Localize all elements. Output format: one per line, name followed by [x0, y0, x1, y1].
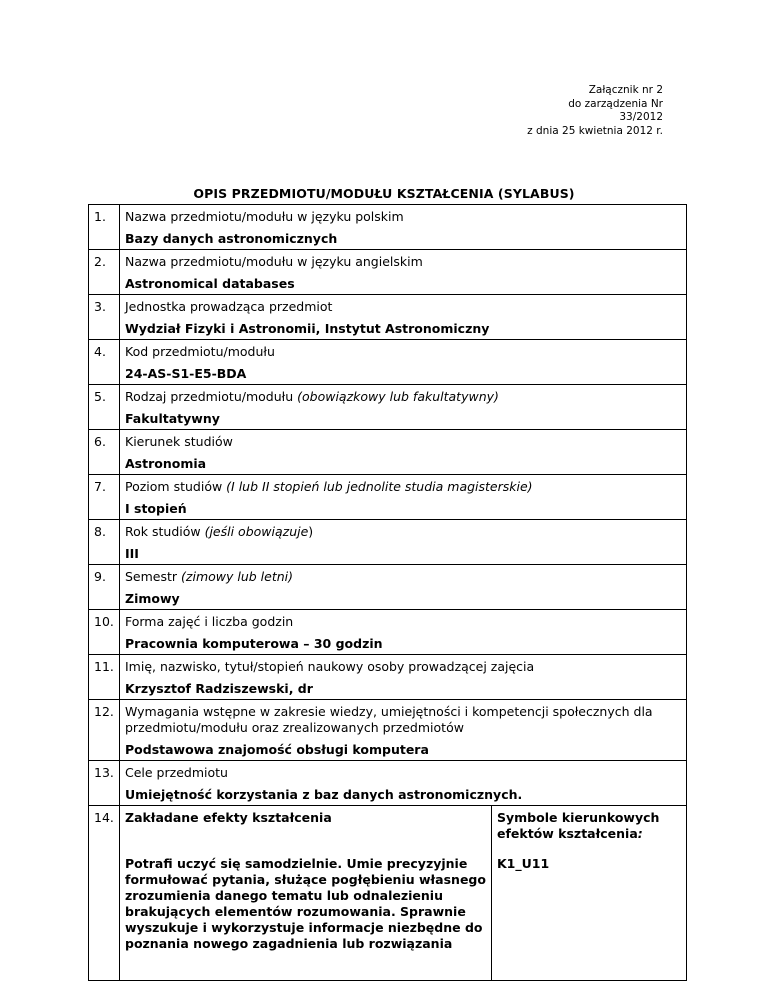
row-label: [125, 295, 681, 315]
row-label-text: Forma zajęć i liczba godzin: [125, 614, 294, 629]
effects-header-cell: [120, 806, 492, 843]
table-row: [89, 700, 687, 761]
row-number: 5.: [89, 385, 120, 430]
table-row: [89, 610, 687, 655]
row-label-text: Nazwa przedmiotu/modułu w języku angielskim: [125, 254, 423, 269]
row-label-note: (zimowy lub letni): [181, 569, 294, 584]
row-value: Fakultatywny: [125, 411, 220, 426]
row-label: [125, 430, 681, 450]
row-value: Bazy danych astronomicznych: [125, 231, 338, 246]
row-number: 8.: [89, 520, 120, 565]
row-label-text: Kod przedmiotu/modułu: [125, 344, 275, 359]
row-number: 1.: [89, 205, 120, 250]
row-label-text: Poziom studiów: [125, 479, 227, 494]
table-row: [89, 520, 687, 565]
row-label-text: Imię, nazwisko, tytuł/stopień naukowy osoby prowadzącej zajęcia: [125, 659, 535, 674]
row-number: 6.: [89, 430, 120, 475]
row-value: Podstawowa znajomość obsługi komputera: [125, 742, 429, 757]
row-number: 4.: [89, 340, 120, 385]
table-row: [89, 430, 687, 475]
row-label: [125, 475, 681, 495]
row-content: [120, 565, 687, 610]
row-value: Astronomia: [125, 456, 207, 471]
annex-note: [527, 84, 663, 138]
table-row: [89, 761, 687, 806]
row-content: [120, 700, 687, 761]
symbols-header: [497, 806, 681, 842]
annex-line: do zarządzenia Nr: [568, 97, 663, 110]
row-value: Pracownia komputerowa – 30 godzin: [125, 636, 383, 651]
row-content: [120, 250, 687, 295]
row-number: 14.: [89, 806, 120, 981]
row-content: [120, 205, 687, 250]
row-label: [125, 655, 681, 675]
row-value: Wydział Fizyki i Astronomii, Instytut Astronomiczny: [125, 321, 490, 336]
table-row: [89, 205, 687, 250]
row-label-note: (obowiązkowy lub fakultatywny): [297, 389, 499, 404]
syllabus-table: [88, 204, 687, 981]
row-label-text: Nazwa przedmiotu/modułu w języku polskim: [125, 209, 404, 224]
row-label-text: Wymagania wstępne w zakresie wiedzy, umiejętności i kompetencji społecznych dla przedmiotu/modułu oraz zrealizowanych przedmiotów: [125, 704, 653, 735]
effect-code-cell: [492, 842, 687, 981]
annex-line: z dnia 25 kwietnia 2012 r.: [527, 124, 663, 137]
row-label-text: Rok studiów: [125, 524, 205, 539]
table-row-effect-item: [89, 842, 687, 981]
row-content: [120, 475, 687, 520]
row-content: [120, 295, 687, 340]
row-value: 24-AS-S1-E5-BDA: [125, 366, 247, 381]
row-label: [125, 520, 681, 540]
row-number: 3.: [89, 295, 120, 340]
row-label-note: (jeśli obowiązuje: [204, 524, 309, 539]
row-label: [125, 385, 681, 405]
row-label-text: Kierunek studiów: [125, 434, 233, 449]
row-number: 12.: [89, 700, 120, 761]
syllabus-rows: [89, 205, 687, 806]
table-row: [89, 475, 687, 520]
row-label: [125, 250, 681, 270]
table-row: [89, 565, 687, 610]
table-row: [89, 250, 687, 295]
row-number: 2.: [89, 250, 120, 295]
row-label-tail: ): [308, 524, 314, 539]
row-content: [120, 655, 687, 700]
row-value: Astronomical databases: [125, 276, 295, 291]
row-label-text: Rodzaj przedmiotu/modułu: [125, 389, 298, 404]
symbols-header-cell: [492, 806, 687, 843]
annex-line: 33/2012: [619, 111, 663, 123]
table-row: [89, 340, 687, 385]
row-number: 7.: [89, 475, 120, 520]
row-content: [120, 340, 687, 385]
row-label: [125, 761, 681, 781]
row-label-text: Jednostka prowadząca przedmiot: [125, 299, 333, 314]
row-number: 9.: [89, 565, 120, 610]
table-row: [89, 295, 687, 340]
row-label: [125, 205, 681, 225]
table-row-effects: [89, 806, 687, 843]
row-content: [120, 610, 687, 655]
row-number: 10.: [89, 610, 120, 655]
row-label-text: Semestr: [125, 569, 182, 584]
row-content: [120, 385, 687, 430]
row-value: III: [125, 546, 139, 561]
table-row: [89, 385, 687, 430]
row-label-text: Cele przedmiotu: [125, 765, 228, 780]
row-label: [125, 340, 681, 360]
row-value: Umiejętność korzystania z baz danych astronomicznych.: [125, 787, 523, 802]
annex-line: Załącznik nr 2: [588, 84, 663, 96]
row-content: [120, 520, 687, 565]
effects-header: Zakładane efekty kształcenia: [125, 810, 332, 825]
row-label-note: (I lub II stopień lub jednolite studia magisterskie): [226, 479, 533, 494]
row-label: [125, 700, 681, 736]
effect-code: K1_U11: [497, 856, 550, 871]
row-content: [120, 761, 687, 806]
row-value: I stopień: [125, 501, 187, 516]
effect-text: Potrafi uczyć się samodzielnie. Umie precyzyjnie formułować pytania, służące pogłębieniu własnego zrozumienia danego tematu lub odnalezieniu brakujących elementów rozumowania. Sprawnie wyszukuje i wykorzystuje informacje niezbędne do poznania nowego zagadnienia lub rozwiązania: [125, 856, 486, 951]
symbols-header-text: Symbole kierunkowych efektów kształcenia: [497, 810, 660, 841]
table-row: [89, 655, 687, 700]
row-label: [125, 565, 681, 585]
row-value: Zimowy: [125, 591, 180, 606]
row-content: [120, 430, 687, 475]
effect-cell: [120, 842, 492, 981]
document-title: OPIS PRZEDMIOTU/MODUŁU KSZTAŁCENIA (SYLABUS): [193, 186, 575, 201]
row-number: 11.: [89, 655, 120, 700]
row-number: 13.: [89, 761, 120, 806]
symbols-header-suffix: :: [637, 826, 643, 841]
row-value: Krzysztof Radziszewski, dr: [125, 681, 313, 696]
row-label: [125, 610, 681, 630]
